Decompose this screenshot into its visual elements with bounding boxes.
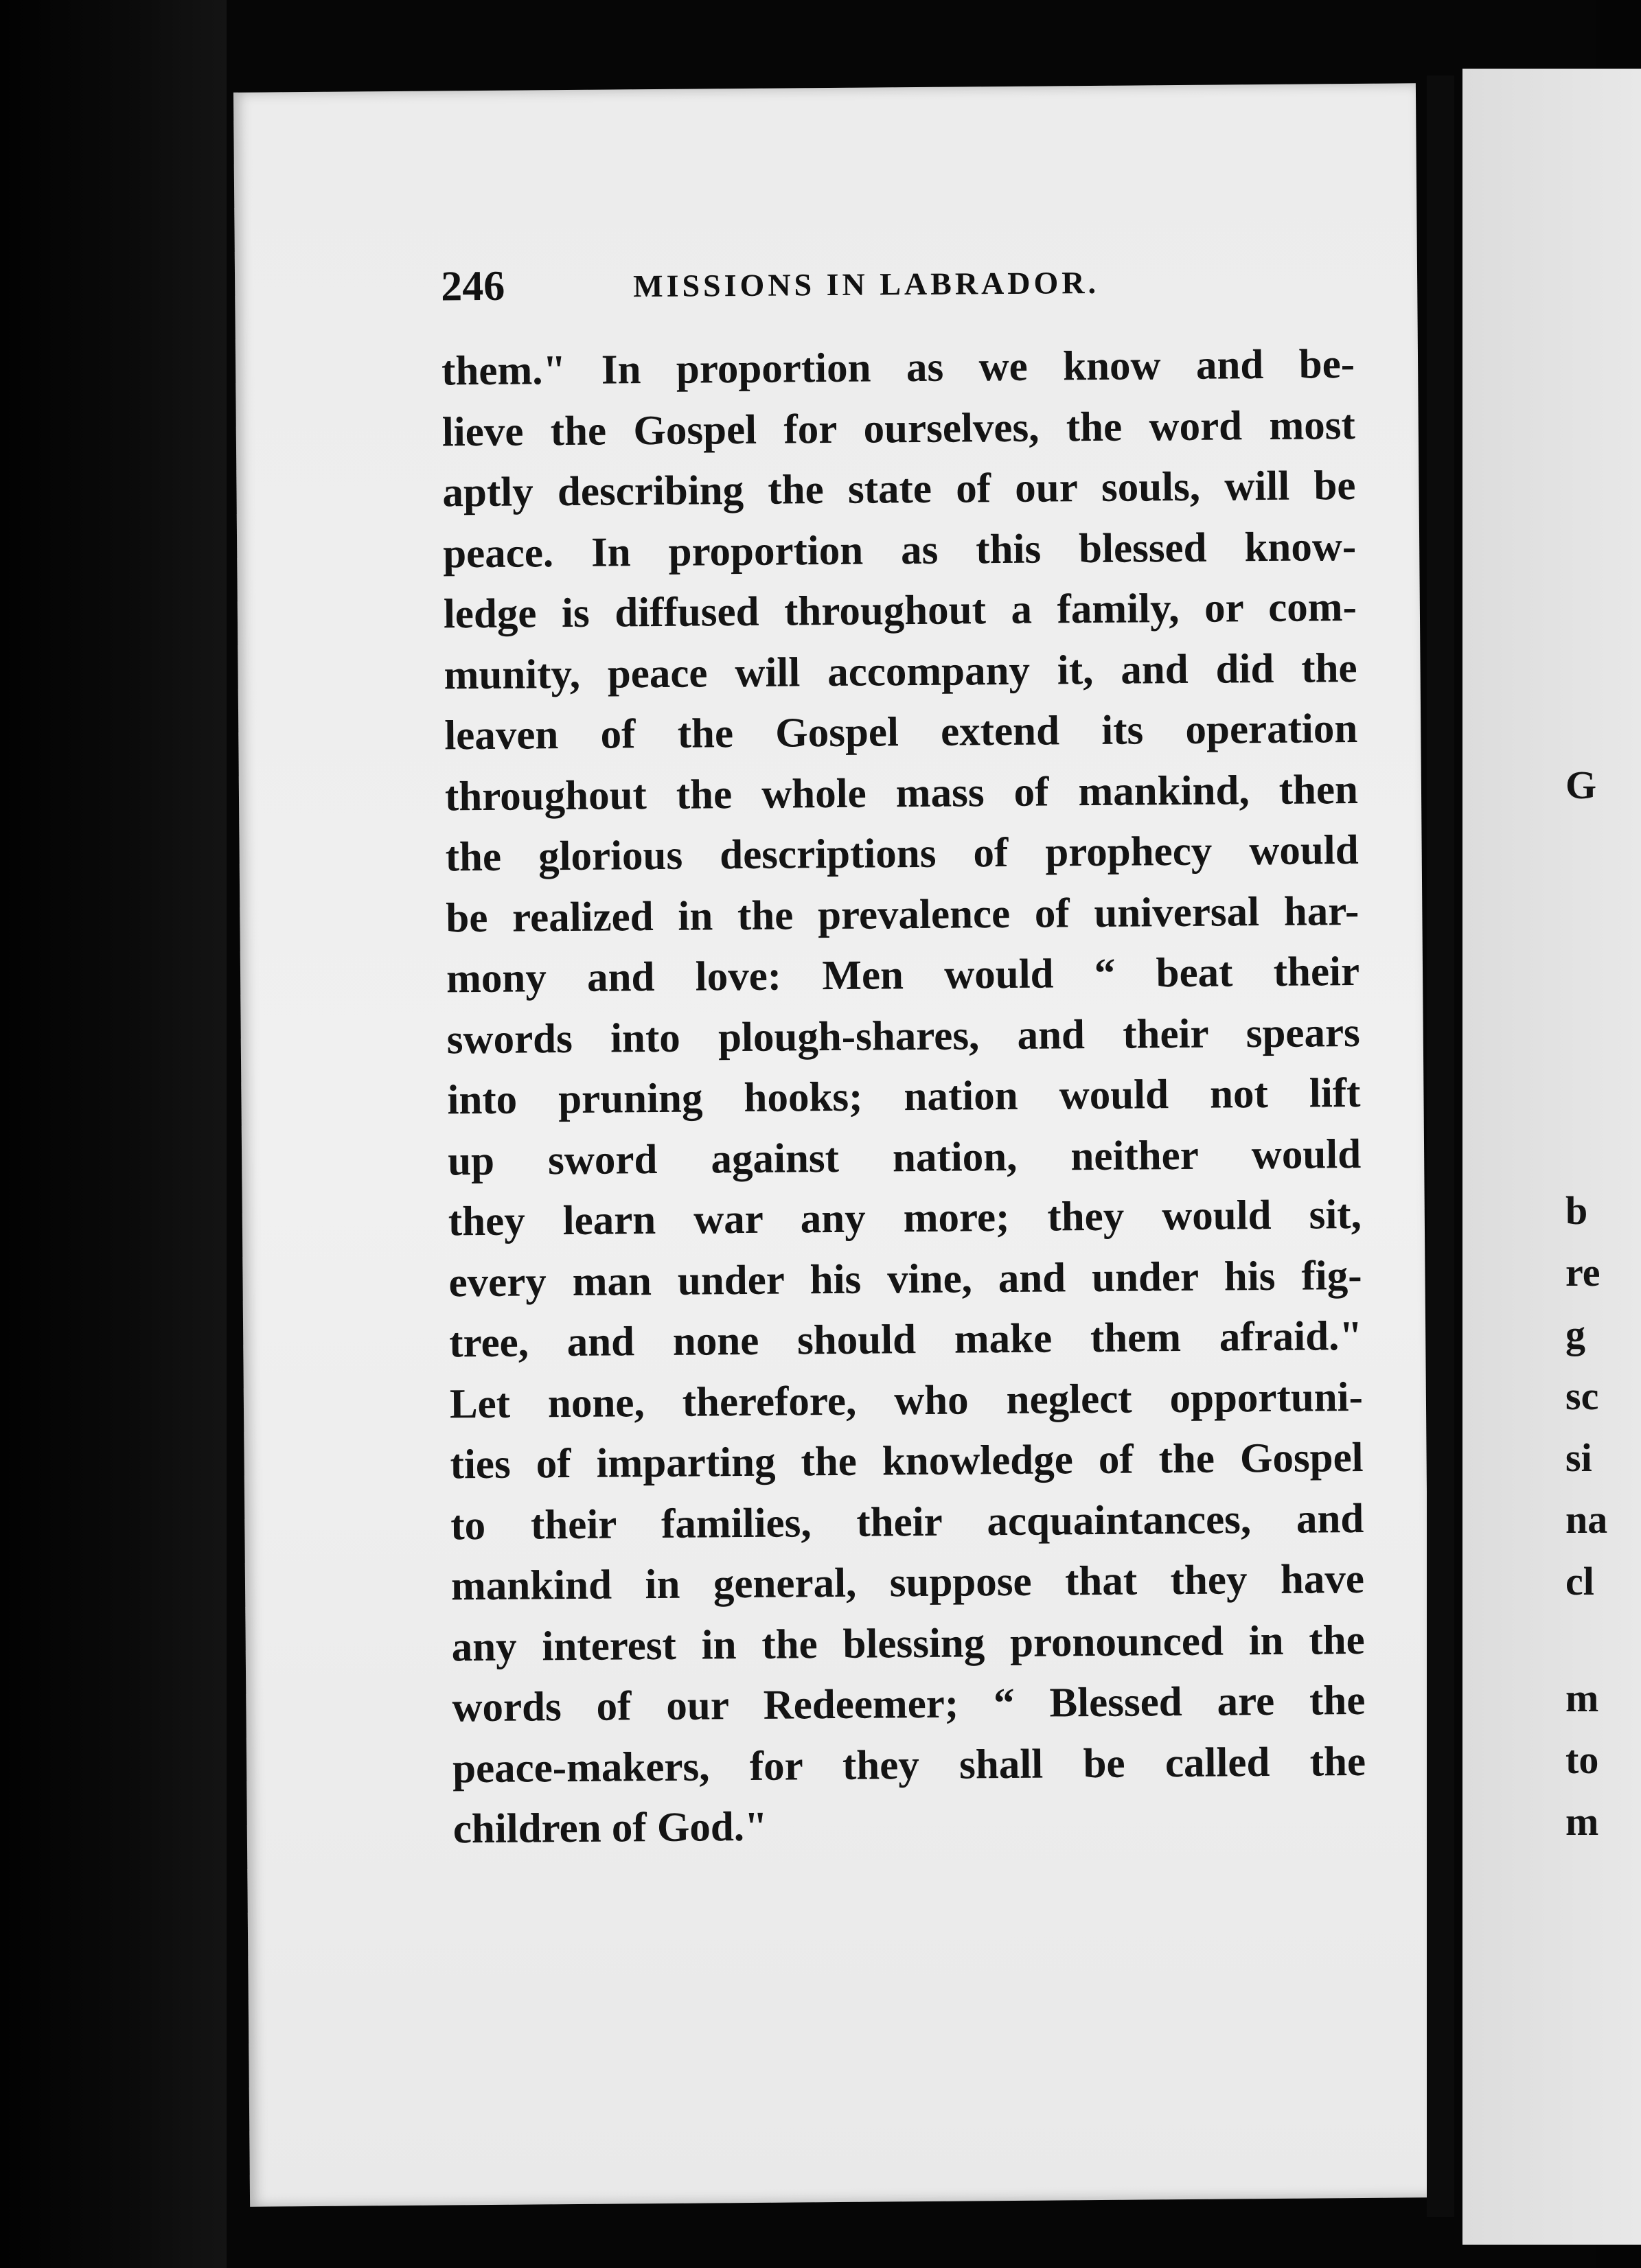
text-line: mankind in general, suppose that they have — [450, 1555, 1365, 1610]
fragment: cl — [1565, 1559, 1594, 1604]
text-line: tree, and none should make them afraid." — [448, 1312, 1363, 1367]
text-line: into pruning hooks; nation would not lift — [447, 1069, 1361, 1124]
text-line: munity, peace will accompany it, and did the — [444, 645, 1357, 698]
fragment: to — [1565, 1737, 1599, 1782]
text-line: children of God." — [452, 1803, 768, 1853]
text-line: throughout the whole mass of mankind, then — [444, 766, 1359, 820]
text-line: the glorious descriptions of prophecy would — [445, 826, 1359, 881]
text-line: mony and love: Men would “ beat their — [446, 948, 1360, 1002]
fragment: m — [1565, 1799, 1599, 1844]
text-line: peace. In proportion as this blessed know- — [442, 523, 1357, 577]
page-gutter — [1427, 76, 1454, 2217]
body-text — [441, 334, 1366, 1860]
fragment: G — [1565, 763, 1597, 807]
running-head — [441, 255, 1403, 331]
fragment: b — [1565, 1188, 1588, 1233]
fragment: si — [1565, 1435, 1592, 1480]
page-number: 246 — [440, 262, 505, 310]
fragment: na — [1565, 1497, 1608, 1542]
text-line: be realized in the prevalence of universal har- — [446, 888, 1359, 941]
fragment: re — [1565, 1250, 1600, 1295]
fragment: m — [1565, 1676, 1599, 1720]
fragment: g — [1565, 1312, 1585, 1356]
binding-shadow — [0, 0, 227, 2268]
text-line: leaven of the Gospel extend its operation — [444, 705, 1358, 759]
text-line: peace-makers, for they shall be called the — [452, 1738, 1366, 1792]
text-line: ledge is diffused throughout a family, or com- — [443, 583, 1357, 638]
text-line: them." In proportion as we know and be- — [441, 340, 1355, 395]
fragment: sc — [1565, 1374, 1599, 1418]
text-line: to their families, their acquaintances, and — [450, 1495, 1364, 1549]
adjacent-page — [1462, 69, 1641, 2245]
text-line: any interest in the blessing pronounced in the — [451, 1617, 1365, 1670]
text-line: they learn war any more; they would sit, — [448, 1191, 1362, 1245]
text-line: up sword against nation, neither would — [447, 1131, 1362, 1184]
text-line: swords into plough-shares, and their spears — [446, 1009, 1360, 1063]
text-line: aptly describing the state of our souls, will be — [442, 462, 1356, 516]
text-line: lieve the Gospel for ourselves, the word most — [441, 402, 1356, 455]
text-line: every man under his vine, and under his fig- — [448, 1252, 1362, 1306]
book-page — [233, 83, 1432, 2206]
text-line: words of our Redeemer; “ Blessed are the — [452, 1677, 1366, 1731]
text-line: ties of imparting the knowledge of the Gospel — [450, 1434, 1364, 1488]
running-title: MISSIONS IN LABRADOR. — [632, 264, 1100, 304]
text-line: Let none, therefore, who neglect opportuni- — [449, 1374, 1364, 1427]
